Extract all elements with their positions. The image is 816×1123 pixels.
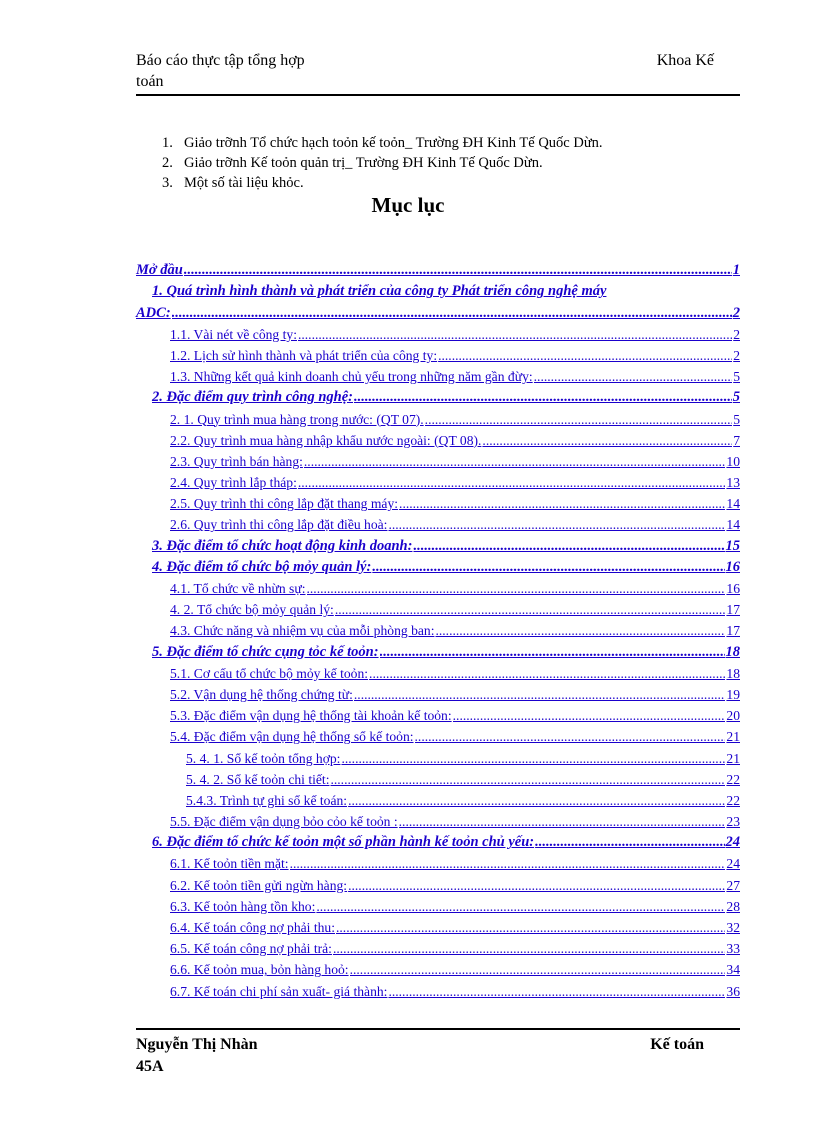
toc-entry-2-6[interactable]: 2.6. Quy trình thi công lắp đặt điều hoà: ..... 14 <box>136 512 740 533</box>
toc-entry-6-2[interactable]: 6.2. Kế toỏn tiền gửi ngừn hàng: ..... 27 <box>136 872 740 893</box>
toc-entry-6-3[interactable]: 6.3. Kế toỏn hàng tồn kho: ..... 28 <box>136 894 740 915</box>
reference-list <box>162 133 603 193</box>
footer-class: 45A <box>136 1058 164 1075</box>
footer-major: Kế toán <box>650 1036 704 1053</box>
header-faculty: Khoa Kế <box>656 52 714 69</box>
toc-entry-6-5[interactable]: 6.5. Kế toán công nợ phải trả: ..... 33 <box>136 936 740 957</box>
toc-entry-section-2[interactable]: 2. Đặc điểm quy trình công nghệ: ..... 5 <box>136 385 740 406</box>
reference-item: 1. Giảo trỡnh Tổ chức hạch toỏn kế toỏn_ Trường ĐH Kinh Tế Quốc Dừn. <box>162 135 603 151</box>
toc-entry-5-2[interactable]: 5.2. Vận dụng hệ thống chứng từ: ..... 19 <box>136 682 740 703</box>
toc-entry-section-3[interactable]: 3. Đặc điểm tổ chức hoạt động kinh doanh: ..... 15 <box>136 533 740 554</box>
header-report-title: Báo cáo thực tập tổng hợp <box>136 52 305 69</box>
toc-entry-6-7[interactable]: 6.7. Kế toán chi phí sản xuất- giá thành: ..... 36 <box>136 978 740 999</box>
toc-entry-6-6[interactable]: 6.6. Kế toỏn mua, bỏn hàng hoỏ: ..... 34 <box>136 957 740 978</box>
toc-entry-5-4-1[interactable]: 5. 4. 1. Sổ kế toỏn tổng hợp: ..... 21 <box>136 745 740 766</box>
page-footer <box>136 1028 740 1078</box>
toc-entry-2-3[interactable]: 2.3. Quy trình bán hàng: ..... 10 <box>136 449 740 470</box>
toc-title: Mục lục <box>371 193 445 217</box>
toc-entry-section-1[interactable]: 1. Quá trình hình thành và phát triển của công ty Phát triển công nghệ máy <box>152 283 607 300</box>
toc-entry-5-4[interactable]: 5.4. Đặc điểm vận dụng hệ thống sổ kế toỏn: ..... 21 <box>136 724 740 745</box>
toc-entry-section-4[interactable]: 4. Đặc điểm tổ chức bộ mỏy quản lý: ..... 16 <box>136 555 740 576</box>
toc-entry-1-3[interactable]: 1.3. Những kết quả kinh doanh chủ yếu trong những năm gần đừy: ..... 5 <box>136 364 740 385</box>
toc-entry-section-1-cont[interactable]: ADC: ..... 2 <box>136 300 740 321</box>
toc-entry-6-1[interactable]: 6.1. Kế toỏn tiền mặt: ..... 24 <box>136 851 740 872</box>
toc-entry-5-4-2[interactable]: 5. 4. 2. Sổ kế toỏn chi tiết: ..... 22 <box>136 767 740 788</box>
toc-entry-6-4[interactable]: 6.4. Kế toán công nợ phải thu: ..... 32 <box>136 915 740 936</box>
header-report-title-cont: toán <box>136 73 164 90</box>
toc-entry-section-5[interactable]: 5. Đặc điểm tổ chức cụng tỏc kế toỏn: ..... 18 <box>136 639 740 660</box>
toc-entry-4-1[interactable]: 4.1. Tổ chức về nhừn sự: ..... 16 <box>136 576 740 597</box>
toc-entry-5-4-3[interactable]: 5.4.3. Trình tự ghi sổ kế toán: ..... 22 <box>136 788 740 809</box>
toc-entry-5-5[interactable]: 5.5. Đặc điểm vận dụng bỏo cỏo kế toỏn : ..... 23 <box>136 809 740 830</box>
toc-entry-1-2[interactable]: 1.2. Lịch sử hình thành và phát triển của công ty: ..... 2 <box>136 343 740 364</box>
toc-entry-2-1[interactable]: 2. 1. Quy trình mua hàng trong nước: (QT 07). ..... 5 <box>136 406 740 427</box>
reference-item: 2. Giảo trỡnh Kế toỏn quản trị_ Trường ĐH Kinh Tế Quốc Dừn. <box>162 155 543 171</box>
footer-author: Nguyễn Thị Nhàn <box>136 1036 258 1053</box>
toc-entry-4-3[interactable]: 4.3. Chức năng và nhiệm vụ của mỗi phòng ban: ..... 17 <box>136 618 740 639</box>
toc-entry-1-1[interactable]: 1.1. Vài nét về công ty: ..... 2 <box>136 322 740 343</box>
toc-entry-4-2[interactable]: 4. 2. Tổ chức bộ mỏy quản lý: ..... 17 <box>136 597 740 618</box>
toc-entry-5-1[interactable]: 5.1. Cơ cấu tổ chức bộ mỏy kế toỏn: ..... 18 <box>136 661 740 682</box>
toc-entry-2-5[interactable]: 2.5. Quy trình thi công lắp đặt thang máy: ..... 14 <box>136 491 740 512</box>
page-header <box>136 50 740 96</box>
reference-item: 3. Một số tài liệu khỏc. <box>162 175 304 191</box>
toc-entry-mo-dau[interactable]: Mở đầu ..... 1 <box>136 258 740 279</box>
toc-entry-2-4[interactable]: 2.4. Quy trình lắp tháp: ..... 13 <box>136 470 740 491</box>
toc-entry-5-3[interactable]: 5.3. Đặc điểm vận dụng hệ thống tài khoản kế toỏn: ..... 20 <box>136 703 740 724</box>
toc-entry-section-6[interactable]: 6. Đặc điểm tổ chức kế toỏn một số phần hành kế toỏn chủ yếu: ..... 24 <box>136 830 740 851</box>
toc-entry-2-2[interactable]: 2.2. Quy trình mua hàng nhập khẩu nước ngoài: (QT 08). ..... 7 <box>136 428 740 449</box>
table-of-contents <box>136 258 740 1000</box>
